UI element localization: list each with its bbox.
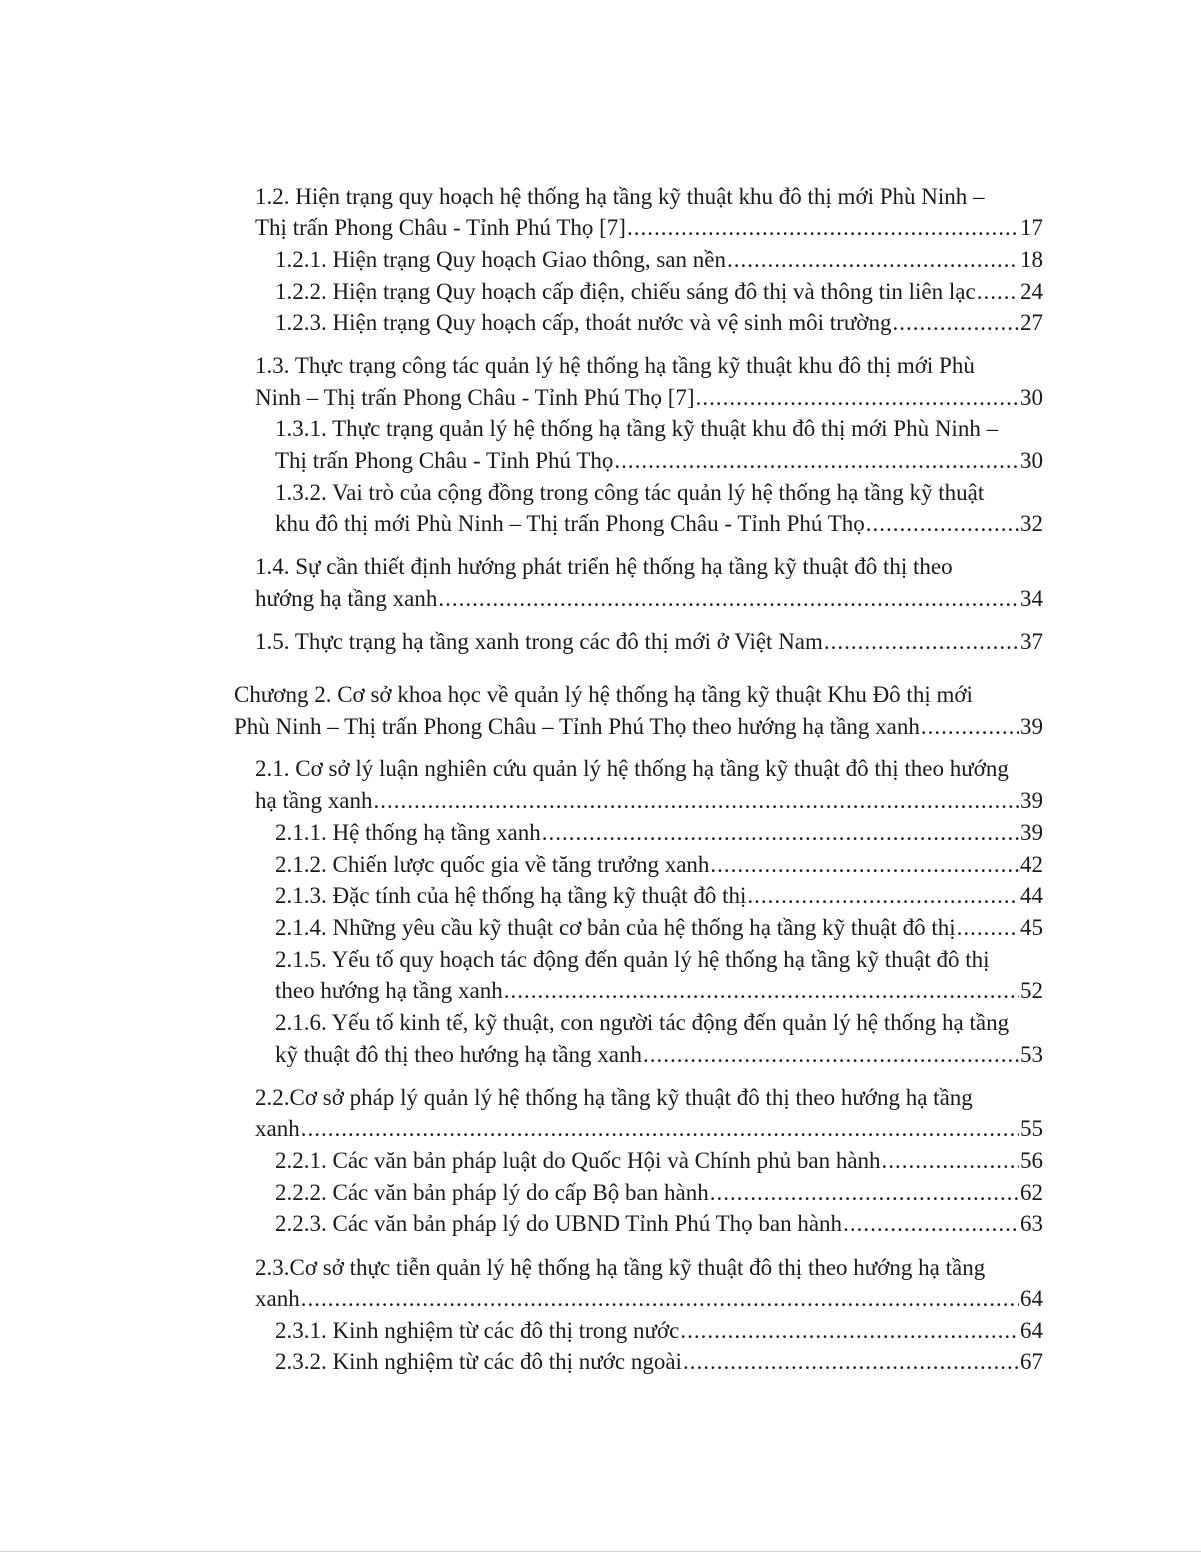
dot-leader [710, 850, 1019, 880]
toc-page-number: 17 [1020, 215, 1043, 240]
toc-entry-text: 2.1. Cơ sở lý luận nghiên cứu quản lý hệ thống hạ tầng kỹ thuật đô thị theo hướng [255, 756, 1009, 781]
toc-entry-text: 1.4. Sự cần thiết định hướng phát triển hệ thống hạ tầng kỹ thuật đô thị theo [255, 554, 953, 579]
toc-entry-text: theo hướng hạ tầng xanh [275, 978, 503, 1003]
toc-entry-1-2-3[interactable] [275, 308, 1043, 338]
toc-entry-text: 1.2. Hiện trạng quy hoạch hệ thống hạ tầng kỹ thuật khu đô thị mới Phù Ninh – [255, 184, 985, 209]
toc-page-number: 24 [1020, 279, 1043, 304]
toc-entry-text: 2.1.4. Những yêu cầu kỹ thuật cơ bản của hệ thống hạ tầng kỹ thuật đô thị [275, 915, 956, 940]
toc-entry-2-2 [255, 1083, 973, 1113]
toc-entry-text: 2.2.Cơ sở pháp lý quản lý hệ thống hạ tầng kỹ thuật đô thị theo hướng hạ tầng [255, 1085, 973, 1110]
toc-entry-text: 2.1.3. Đặc tính của hệ thống hạ tầng kỹ thuật đô thị [275, 883, 747, 908]
toc-entry-2-1-6 [275, 1008, 1009, 1038]
dot-leader [710, 1178, 1019, 1208]
toc-entry-2-1-6-cont[interactable] [275, 1040, 1043, 1070]
toc-entry-text: 2.3.2. Kinh nghiệm từ các đô thị nước ngoài [275, 1349, 682, 1374]
dot-leader [882, 1146, 1019, 1176]
dot-leader [957, 913, 1019, 943]
toc-entry-text: 1.2.1. Hiện trạng Quy hoạch Giao thông, san nền [275, 247, 726, 272]
dot-leader [683, 1347, 1019, 1377]
toc-page-number: 34 [1020, 586, 1043, 611]
dot-leader [627, 213, 1019, 243]
toc-entry-text: 2.1.6. Yếu tố kinh tế, kỹ thuật, con người tác động đến quản lý hệ thống hạ tầng [275, 1010, 1010, 1035]
page-bottom-rule [0, 1551, 1201, 1552]
toc-entry-1-2 [255, 182, 985, 212]
toc-page-number: 18 [1020, 247, 1043, 272]
toc-entry-2-2-cont[interactable] [255, 1114, 1043, 1144]
dot-leader [892, 308, 1019, 338]
toc-entry-text: 1.5. Thực trạng hạ tầng xanh trong các đô thị mới ở Việt Nam [255, 629, 823, 654]
dot-leader [727, 245, 1019, 275]
toc-page-number: 63 [1020, 1211, 1043, 1236]
toc-entry-text: 2.2.3. Các văn bản pháp lý do UBND Tỉnh Phú Thọ ban hành [275, 1211, 843, 1236]
toc-entry-text: xanh [255, 1116, 300, 1141]
dot-leader [680, 1316, 1019, 1346]
toc-entry-text: kỹ thuật đô thị theo hướng hạ tầng xanh [275, 1042, 643, 1067]
toc-entry-text: Ninh – Thị trấn Phong Châu - Tỉnh Phú Thọ [7] [255, 385, 695, 410]
dot-leader [824, 627, 1019, 657]
toc-page-number: 42 [1020, 852, 1043, 877]
toc-entry-2-1-1[interactable] [275, 818, 1043, 848]
dot-leader [542, 818, 1019, 848]
toc-entry-1-2-1[interactable] [275, 245, 1043, 275]
dot-leader [843, 1209, 1019, 1239]
toc-entry-text: 1.2.2. Hiện trạng Quy hoạch cấp điện, chiếu sáng đô thị và thông tin liên lạc [275, 279, 976, 304]
toc-entry-1-3-2-cont[interactable] [275, 509, 1043, 539]
toc-entry-text: 1.3. Thực trạng công tác quản lý hệ thống hạ tầng kỹ thuật khu đô thị mới Phù [255, 353, 975, 378]
toc-entry-text: hướng hạ tầng xanh [255, 586, 438, 611]
toc-entry-2-3-1[interactable] [275, 1316, 1043, 1346]
toc-page-number: 53 [1020, 1042, 1043, 1067]
toc-page-number: 39 [1020, 788, 1043, 813]
toc-entry-2-2-3[interactable] [275, 1209, 1043, 1239]
toc-page-number: 62 [1020, 1180, 1043, 1205]
toc-entry-text: Phù Ninh – Thị trấn Phong Châu – Tỉnh Phú Thọ theo hướng hạ tầng xanh [234, 714, 920, 739]
toc-entry-2-2-2[interactable] [275, 1178, 1043, 1208]
toc-entry-2-1-cont[interactable] [255, 786, 1043, 816]
toc-entry-2-1 [255, 754, 1009, 784]
dot-leader [866, 509, 1019, 539]
toc-page-number: 64 [1020, 1286, 1043, 1311]
toc-page-number: 64 [1020, 1318, 1043, 1343]
toc-page-number: 30 [1020, 385, 1043, 410]
toc-entry-text: 2.1.2. Chiến lược quốc gia về tăng trưởng xanh [275, 852, 710, 877]
toc-entry-1-5[interactable] [255, 627, 1043, 657]
toc-entry-2-3-cont[interactable] [255, 1284, 1043, 1314]
toc-entry-text: 1.3.2. Vai trò của cộng đồng trong công tác quản lý hệ thống hạ tầng kỹ thuật [275, 480, 985, 505]
toc-page-number: 37 [1020, 629, 1043, 654]
toc-entry-text: 2.2.2. Các văn bản pháp lý do cấp Bộ ban hành [275, 1180, 709, 1205]
toc-entry-2-1-4[interactable] [275, 913, 1043, 943]
toc-page-number: 52 [1020, 978, 1043, 1003]
toc-entry-text: 2.1.5. Yếu tố quy hoạch tác động đến quản lý hệ thống hạ tầng kỹ thuật đô thị [275, 947, 990, 972]
toc-entry-1-2-2[interactable] [275, 277, 1043, 307]
toc-entry-chapter-2-cont[interactable] [234, 712, 1043, 742]
toc-entry-text: Chương 2. Cơ sở khoa học về quản lý hệ thống hạ tầng kỹ thuật Khu Đô thị mới [234, 682, 973, 707]
toc-page-number: 30 [1020, 448, 1043, 473]
dot-leader [301, 1114, 1019, 1144]
toc-entry-text: 1.2.3. Hiện trạng Quy hoạch cấp, thoát nước và vệ sinh môi trường [275, 310, 892, 335]
toc-entry-text: Thị trấn Phong Châu - Tỉnh Phú Thọ [7] [255, 215, 626, 240]
toc-entry-1-3-1-cont[interactable] [275, 446, 1043, 476]
toc-page-number: 39 [1020, 820, 1043, 845]
toc-page-number: 55 [1020, 1116, 1043, 1141]
dot-leader [438, 584, 1019, 614]
toc-entry-chapter-2 [234, 680, 973, 710]
toc-entry-text: 2.1.1. Hệ thống hạ tầng xanh [275, 820, 541, 845]
dot-leader [301, 1284, 1019, 1314]
toc-entry-1-4 [255, 552, 953, 582]
dot-leader [747, 881, 1019, 911]
dot-leader [614, 446, 1019, 476]
toc-entry-1-3-1 [275, 414, 998, 444]
dot-leader [696, 383, 1019, 413]
toc-entry-1-3 [255, 351, 975, 381]
dot-leader [504, 976, 1019, 1006]
toc-entry-2-1-5 [275, 945, 990, 975]
toc-entry-1-2-cont[interactable] [255, 213, 1043, 243]
dot-leader [374, 786, 1019, 816]
toc-page-number: 45 [1020, 915, 1043, 940]
toc-entry-2-1-2[interactable] [275, 850, 1043, 880]
toc-entry-2-1-3[interactable] [275, 881, 1043, 911]
toc-entry-2-3-2[interactable] [275, 1347, 1043, 1377]
toc-page-number: 32 [1020, 511, 1043, 536]
toc-page-number: 56 [1020, 1148, 1043, 1173]
toc-entry-1-4-cont[interactable] [255, 584, 1043, 614]
toc-entry-text: Thị trấn Phong Châu - Tỉnh Phú Thọ [275, 448, 614, 473]
dot-leader [643, 1040, 1019, 1070]
toc-entry-1-3-2 [275, 478, 984, 508]
toc-entry-2-2-1[interactable] [275, 1146, 1043, 1176]
toc-entry-text: khu đô thị mới Phù Ninh – Thị trấn Phong Châu - Tỉnh Phú Thọ [275, 511, 865, 536]
toc-entry-2-3 [255, 1253, 985, 1283]
toc-entry-text: 2.3.Cơ sở thực tiễn quản lý hệ thống hạ tầng kỹ thuật đô thị theo hướng hạ tầng [255, 1255, 986, 1280]
toc-page-number: 67 [1020, 1349, 1043, 1374]
toc-page-number: 39 [1020, 714, 1043, 739]
toc-entry-2-1-5-cont[interactable] [275, 976, 1043, 1006]
toc-page-number: 44 [1020, 883, 1043, 908]
toc-entry-text: hạ tầng xanh [255, 788, 373, 813]
toc-entry-text: 2.2.1. Các văn bản pháp luật do Quốc Hội và Chính phủ ban hành [275, 1148, 881, 1173]
dot-leader [921, 712, 1019, 742]
toc-page-number: 27 [1020, 310, 1043, 335]
toc-entry-text: 2.3.1. Kinh nghiệm từ các đô thị trong nước [275, 1318, 680, 1343]
dot-leader [977, 277, 1019, 307]
toc-entry-text: 1.3.1. Thực trạng quản lý hệ thống hạ tầng kỹ thuật khu đô thị mới Phù Ninh – [275, 416, 999, 441]
toc-entry-1-3-cont[interactable] [255, 383, 1043, 413]
toc-entry-text: xanh [255, 1286, 300, 1311]
